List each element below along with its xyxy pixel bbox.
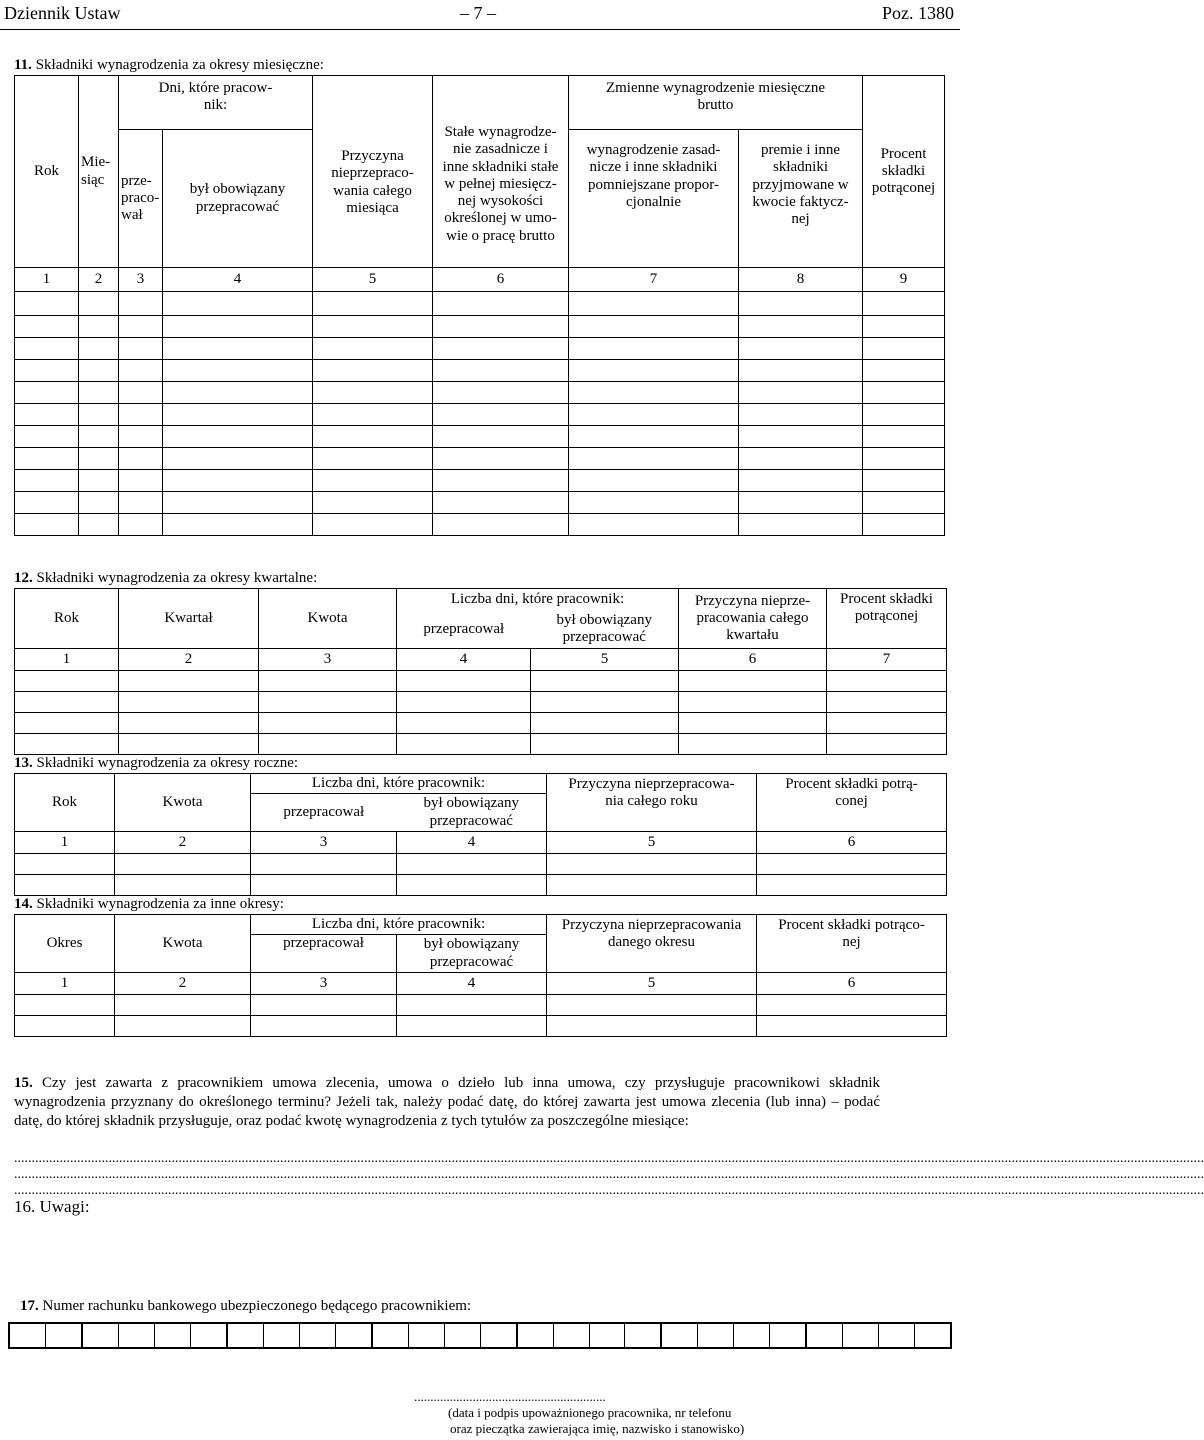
cell[interactable]	[313, 448, 433, 470]
cell[interactable]	[15, 713, 119, 734]
column-numbers-row	[15, 973, 947, 995]
num-cell: 4	[397, 832, 547, 854]
cell[interactable]	[15, 360, 79, 382]
cell[interactable]	[569, 492, 739, 514]
num-cell: 5	[547, 973, 757, 995]
col-procent: Procent składki potrąconej	[863, 76, 945, 268]
num-cell: 9	[863, 268, 945, 292]
account-digit-box[interactable]	[300, 1324, 336, 1347]
num-cell: 2	[119, 649, 259, 671]
cell[interactable]	[163, 448, 313, 470]
table-row	[15, 1016, 947, 1037]
cell[interactable]	[119, 470, 163, 492]
cell[interactable]	[119, 338, 163, 360]
col-kwota: Kwota	[259, 589, 397, 649]
col-okres: Okres	[15, 915, 115, 973]
table-row	[15, 734, 947, 755]
cell[interactable]	[827, 713, 947, 734]
monthly-table-body	[14, 291, 945, 536]
table-row	[15, 514, 945, 536]
section-17-title: 17. Numer rachunku bankowego ubezpieczonego będącego pracownikiem:	[20, 1298, 472, 1314]
column-numbers-row	[15, 649, 947, 671]
cell[interactable]	[569, 316, 739, 338]
cell[interactable]	[119, 734, 259, 755]
account-digit-box[interactable]	[770, 1324, 807, 1347]
account-digit-box[interactable]	[46, 1324, 83, 1347]
num-cell: 1	[15, 973, 115, 995]
cell[interactable]	[679, 713, 827, 734]
cell[interactable]	[397, 713, 531, 734]
col-procent: Procent składki potrą- conej	[757, 774, 947, 832]
col-procent: Procent składki potrąconej	[827, 589, 947, 649]
column-numbers-row	[15, 268, 945, 292]
col-zmienne-group: Zmienne wynagrodzenie miesięczne brutto	[569, 76, 863, 130]
cell[interactable]	[569, 360, 739, 382]
cell[interactable]	[547, 875, 757, 896]
cell[interactable]	[313, 316, 433, 338]
cell[interactable]	[569, 292, 739, 316]
account-digit-box[interactable]	[119, 1324, 155, 1347]
col-obowiazany: był obowiązany przepracować	[531, 611, 679, 649]
account-digit-box[interactable]	[662, 1324, 698, 1347]
cell[interactable]	[119, 492, 163, 514]
cell[interactable]	[15, 492, 79, 514]
cell[interactable]	[163, 292, 313, 316]
table-row	[15, 382, 945, 404]
num-cell: 7	[569, 268, 739, 292]
cell[interactable]	[863, 470, 945, 492]
account-digit-box[interactable]	[554, 1324, 590, 1347]
cell[interactable]	[163, 514, 313, 536]
account-digit-box[interactable]	[409, 1324, 445, 1347]
num-cell: 4	[397, 973, 547, 995]
cell[interactable]	[79, 360, 119, 382]
col-miesiac: Mie- siąc	[79, 76, 119, 268]
cell[interactable]	[119, 404, 163, 426]
cell[interactable]	[251, 1016, 397, 1037]
cell[interactable]	[313, 382, 433, 404]
col-premie: premie i inne składniki przyjmowane w kwocie faktycz- nej	[739, 130, 863, 268]
cell[interactable]	[15, 514, 79, 536]
num-cell: 3	[251, 832, 397, 854]
table-row	[15, 854, 947, 875]
cell[interactable]	[313, 338, 433, 360]
position-number: Poz. 1380	[882, 3, 954, 23]
col-przyczyna: Przyczyna nieprzepracowa- nia całego roku	[547, 774, 757, 832]
cell[interactable]	[163, 470, 313, 492]
table-row	[15, 292, 945, 316]
cell[interactable]	[79, 470, 119, 492]
col-obowiazany: był obowiązany przepracować	[397, 935, 547, 973]
table-row	[15, 875, 947, 896]
cell[interactable]	[679, 671, 827, 692]
cell[interactable]	[569, 514, 739, 536]
cell[interactable]	[15, 875, 115, 896]
cell[interactable]	[433, 470, 569, 492]
cell[interactable]	[433, 426, 569, 448]
cell[interactable]	[251, 875, 397, 896]
cell[interactable]	[15, 692, 119, 713]
account-digit-box[interactable]	[155, 1324, 191, 1347]
account-digit-box[interactable]	[445, 1324, 481, 1347]
cell[interactable]	[863, 316, 945, 338]
cell[interactable]	[739, 292, 863, 316]
account-digit-box[interactable]	[625, 1324, 662, 1347]
account-digit-box[interactable]	[373, 1324, 409, 1347]
col-obowiazany: był obowiązany przepracować	[163, 130, 313, 268]
cell[interactable]	[163, 360, 313, 382]
cell[interactable]	[15, 404, 79, 426]
cell[interactable]	[433, 514, 569, 536]
cell[interactable]	[313, 360, 433, 382]
account-digit-box[interactable]	[264, 1324, 300, 1347]
account-digit-box[interactable]	[879, 1324, 915, 1347]
cell[interactable]	[397, 671, 531, 692]
cell[interactable]	[757, 995, 947, 1016]
cell[interactable]	[531, 692, 679, 713]
col-procent: Procent składki potrąco- nej	[757, 915, 947, 973]
section-11-title: 11. Składniki wynagrodzenia za okresy miesięczne:	[14, 57, 324, 73]
cell[interactable]	[119, 426, 163, 448]
cell[interactable]	[863, 338, 945, 360]
cell[interactable]	[569, 426, 739, 448]
cell[interactable]	[163, 382, 313, 404]
cell[interactable]	[115, 995, 251, 1016]
col-przepracowal: przepracował	[251, 794, 397, 832]
column-numbers-row	[15, 832, 947, 854]
table-row	[15, 448, 945, 470]
cell[interactable]	[397, 995, 547, 1016]
cell[interactable]	[863, 382, 945, 404]
cell[interactable]	[79, 292, 119, 316]
cell[interactable]	[397, 875, 547, 896]
section-14-title: 14. Składniki wynagrodzenia za inne okresy:	[14, 896, 284, 912]
cell[interactable]	[15, 734, 119, 755]
signature-caption-line: oraz pieczątka zawierająca imię, nazwisko i stanowisko)	[450, 1420, 745, 1436]
cell[interactable]	[827, 671, 947, 692]
cell[interactable]	[119, 692, 259, 713]
cell[interactable]	[433, 338, 569, 360]
col-zasadnicze: wynagrodzenie zasad- nicze i inne składniki pomniejszane propor- cjonalnie	[569, 130, 739, 268]
cell[interactable]	[119, 448, 163, 470]
col-przepracowal: przepracował	[397, 611, 531, 649]
cell[interactable]	[739, 470, 863, 492]
cell[interactable]	[531, 713, 679, 734]
section-12-title: 12. Składniki wynagrodzenia za okresy kwartalne:	[14, 570, 318, 586]
cell[interactable]	[163, 492, 313, 514]
cell[interactable]	[15, 292, 79, 316]
col-przepracowal: prze- praco- wał	[119, 130, 163, 268]
account-digit-box[interactable]	[481, 1324, 518, 1347]
col-dni-group: Dni, które pracow- nik:	[119, 76, 313, 130]
cell[interactable]	[757, 1016, 947, 1037]
cell[interactable]	[569, 448, 739, 470]
table-row	[15, 404, 945, 426]
num-cell: 6	[433, 268, 569, 292]
cell[interactable]	[119, 514, 163, 536]
cell[interactable]	[827, 734, 947, 755]
section-13-title: 13. Składniki wynagrodzenia za okresy roczne:	[14, 755, 299, 771]
cell[interactable]	[739, 426, 863, 448]
account-digit-box[interactable]	[191, 1324, 228, 1347]
col-rok: Rok	[15, 76, 79, 268]
col-przyczyna: Przyczyna nieprzepraco- wania całego miesiąca	[313, 76, 433, 268]
cell[interactable]	[313, 404, 433, 426]
cell[interactable]	[15, 316, 79, 338]
table-row	[15, 492, 945, 514]
col-kwartal: Kwartał	[119, 589, 259, 649]
cell[interactable]	[739, 360, 863, 382]
cell[interactable]	[757, 875, 947, 896]
cell[interactable]	[15, 1016, 115, 1037]
cell[interactable]	[15, 426, 79, 448]
cell[interactable]	[397, 692, 531, 713]
cell[interactable]	[863, 492, 945, 514]
cell[interactable]	[119, 382, 163, 404]
monthly-table	[14, 75, 944, 536]
account-digit-box[interactable]	[807, 1324, 843, 1347]
cell[interactable]	[79, 448, 119, 470]
account-digit-box[interactable]	[915, 1324, 950, 1347]
cell[interactable]	[679, 692, 827, 713]
signature-line[interactable]: ...........................................................	[414, 1389, 606, 1404]
account-digit-box[interactable]	[10, 1324, 46, 1347]
col-stale: Stałe wynagrodze- nie zasadnicze i inne składniki stałe w pełnej miesięcz- nej wysokości określonej w umo- wie o pracę brutto	[433, 76, 569, 268]
account-digit-box[interactable]	[83, 1324, 119, 1347]
cell[interactable]	[739, 404, 863, 426]
col-rok: Rok	[15, 589, 119, 649]
table-row	[15, 713, 947, 734]
num-cell: 2	[115, 832, 251, 854]
answer-line[interactable]: ....................................................................................................................................................................................................................................................................................................................................................	[14, 1151, 1204, 1166]
cell[interactable]	[313, 292, 433, 316]
cell[interactable]	[739, 382, 863, 404]
cell[interactable]	[531, 671, 679, 692]
cell[interactable]	[739, 316, 863, 338]
cell[interactable]	[15, 338, 79, 360]
col-liczba-group: Liczba dni, które pracownik:	[397, 589, 679, 611]
cell[interactable]	[163, 426, 313, 448]
cell[interactable]	[313, 426, 433, 448]
bank-account-input[interactable]	[8, 1322, 952, 1349]
cell[interactable]	[679, 734, 827, 755]
num-cell: 1	[15, 268, 79, 292]
cell[interactable]	[739, 514, 863, 536]
cell[interactable]	[163, 316, 313, 338]
journal-name: Dziennik Ustaw	[4, 3, 121, 23]
num-cell: 5	[531, 649, 679, 671]
cell[interactable]	[79, 426, 119, 448]
table-row	[15, 470, 945, 492]
cell[interactable]	[163, 338, 313, 360]
col-przyczyna: Przyczyna nieprze- pracowania całego kwartału	[679, 589, 827, 649]
col-kwota: Kwota	[115, 915, 251, 973]
col-rok: Rok	[15, 774, 115, 832]
table-row	[15, 671, 947, 692]
cell[interactable]	[433, 316, 569, 338]
quarterly-table	[14, 588, 946, 755]
cell[interactable]	[863, 404, 945, 426]
num-cell: 1	[15, 649, 119, 671]
cell[interactable]	[15, 854, 115, 875]
cell[interactable]	[739, 338, 863, 360]
cell[interactable]	[863, 426, 945, 448]
cell[interactable]	[79, 514, 119, 536]
num-cell: 3	[251, 973, 397, 995]
cell[interactable]	[433, 382, 569, 404]
table-row	[15, 316, 945, 338]
signature-caption	[448, 1405, 744, 1436]
page-header	[0, 0, 960, 28]
cell[interactable]	[433, 448, 569, 470]
num-cell: 5	[313, 268, 433, 292]
account-digit-box[interactable]	[590, 1324, 626, 1347]
cell[interactable]	[259, 734, 397, 755]
table-row	[15, 692, 947, 713]
answer-line[interactable]: ....................................................................................................................................................................................................................................................................................................................................................	[14, 1183, 1204, 1198]
cell[interactable]	[259, 713, 397, 734]
num-cell: 6	[757, 832, 947, 854]
cell[interactable]	[15, 671, 119, 692]
num-cell: 8	[739, 268, 863, 292]
page-number: – 7 –	[460, 3, 496, 23]
cell[interactable]	[115, 1016, 251, 1037]
cell[interactable]	[259, 692, 397, 713]
cell[interactable]	[79, 382, 119, 404]
section-16-title: 16. Uwagi:	[14, 1197, 90, 1216]
signature-caption-line: (data i podpis upoważnionego pracownika, nr telefonu	[448, 1405, 732, 1420]
account-digit-box[interactable]	[734, 1324, 770, 1347]
cell[interactable]	[251, 995, 397, 1016]
cell[interactable]	[569, 404, 739, 426]
cell[interactable]	[569, 338, 739, 360]
num-cell: 5	[547, 832, 757, 854]
cell[interactable]	[569, 382, 739, 404]
cell[interactable]	[79, 316, 119, 338]
cell[interactable]	[119, 360, 163, 382]
cell[interactable]	[547, 854, 757, 875]
cell[interactable]	[119, 292, 163, 316]
cell[interactable]	[739, 448, 863, 470]
other-periods-table	[14, 914, 946, 1037]
cell[interactable]	[79, 404, 119, 426]
cell[interactable]	[251, 854, 397, 875]
cell[interactable]	[863, 514, 945, 536]
table-row	[15, 426, 945, 448]
account-digit-box[interactable]	[698, 1324, 734, 1347]
table-row	[15, 338, 945, 360]
cell[interactable]	[433, 292, 569, 316]
cell[interactable]	[15, 382, 79, 404]
cell[interactable]	[79, 338, 119, 360]
cell[interactable]	[119, 713, 259, 734]
num-cell: 7	[827, 649, 947, 671]
cell[interactable]	[433, 404, 569, 426]
cell[interactable]	[531, 734, 679, 755]
num-cell: 6	[679, 649, 827, 671]
num-cell: 2	[115, 973, 251, 995]
table-row	[15, 360, 945, 382]
cell[interactable]	[863, 292, 945, 316]
col-obowiazany: był obowiązany przepracować	[397, 794, 547, 832]
account-digit-box[interactable]	[336, 1324, 373, 1347]
section-15-question: 15. Czy jest zawarta z pracownikiem umowa zlecenia, umowa o dzieło lub inna umowa, czy przysługuje pracownikowi składnik wynagrodzenia przyznany do określonego terminu? Jeżeli tak, należy podać datę, do której zawarta jest umowa zlecenia (lub inna) – podać datę, do której składnik przysługuje, oraz podać kwotę wynagrodzenia z tych tytułów za poszczególne miesiące:	[14, 1075, 880, 1130]
account-digit-box[interactable]	[843, 1324, 879, 1347]
answer-line[interactable]: ....................................................................................................................................................................................................................................................................................................................................................	[14, 1167, 1204, 1182]
num-cell: 3	[259, 649, 397, 671]
cell[interactable]	[313, 470, 433, 492]
col-przyczyna: Przyczyna nieprzepracowania danego okresu	[547, 915, 757, 973]
col-liczba-group: Liczba dni, które pracownik:	[251, 774, 547, 794]
col-liczba-group: Liczba dni, które pracownik:	[251, 915, 547, 935]
account-digit-box[interactable]	[518, 1324, 554, 1347]
cell[interactable]	[739, 492, 863, 514]
num-cell: 2	[79, 268, 119, 292]
col-przepracowal: przepracował	[251, 935, 397, 973]
num-cell: 3	[119, 268, 163, 292]
cell[interactable]	[863, 360, 945, 382]
cell[interactable]	[569, 470, 739, 492]
cell[interactable]	[163, 404, 313, 426]
cell[interactable]	[15, 470, 79, 492]
cell[interactable]	[863, 448, 945, 470]
cell[interactable]	[547, 1016, 757, 1037]
cell[interactable]	[119, 316, 163, 338]
cell[interactable]	[397, 854, 547, 875]
cell[interactable]	[547, 995, 757, 1016]
num-cell: 1	[15, 832, 115, 854]
cell[interactable]	[115, 854, 251, 875]
cell[interactable]	[79, 492, 119, 514]
num-cell: 6	[757, 973, 947, 995]
cell[interactable]	[15, 995, 115, 1016]
header-rule	[0, 29, 960, 30]
cell[interactable]	[433, 360, 569, 382]
cell[interactable]	[15, 448, 79, 470]
cell[interactable]	[119, 671, 259, 692]
cell[interactable]	[433, 492, 569, 514]
num-cell: 4	[163, 268, 313, 292]
col-kwota: Kwota	[115, 774, 251, 832]
cell[interactable]	[313, 492, 433, 514]
cell[interactable]	[397, 1016, 547, 1037]
num-cell: 4	[397, 649, 531, 671]
cell[interactable]	[757, 854, 947, 875]
account-digit-box[interactable]	[228, 1324, 264, 1347]
cell[interactable]	[115, 875, 251, 896]
cell[interactable]	[259, 671, 397, 692]
cell[interactable]	[827, 692, 947, 713]
cell[interactable]	[397, 734, 531, 755]
yearly-table	[14, 773, 946, 896]
table-row	[15, 995, 947, 1016]
cell[interactable]	[313, 514, 433, 536]
